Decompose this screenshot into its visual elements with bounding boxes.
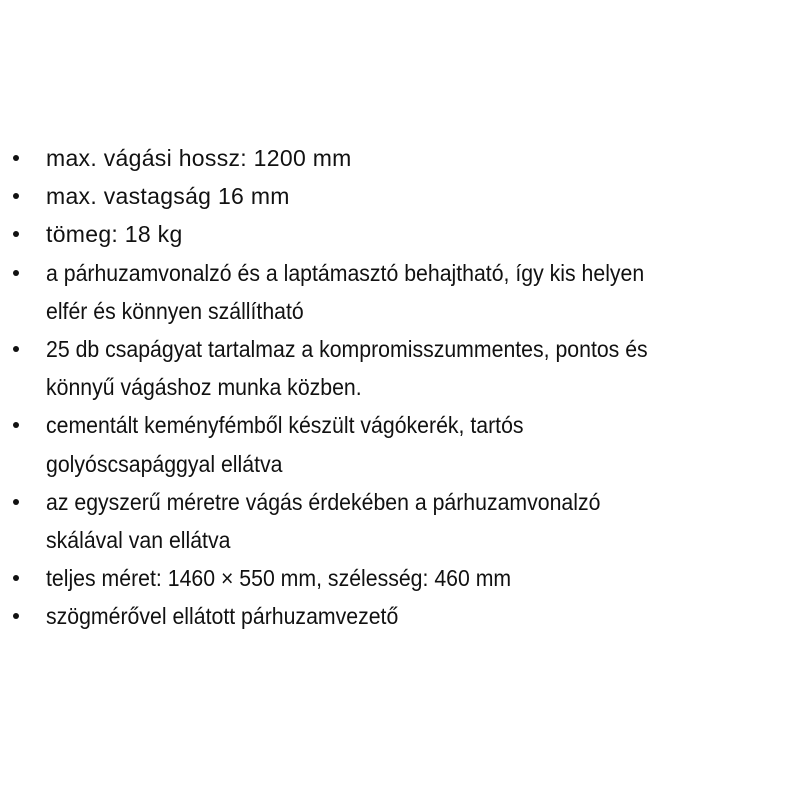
list-item-line: tömeg: 18 kg (46, 221, 183, 248)
bullet-dot-icon (13, 575, 19, 581)
list-item (0, 177, 800, 215)
list-item (0, 254, 800, 330)
list-item (0, 215, 800, 253)
list-item (0, 483, 800, 559)
list-item-text (46, 406, 524, 482)
bullet-dot-icon (13, 193, 19, 199)
list-item-line: max. vágási hossz: 1200 mm (46, 145, 352, 171)
list-item-text (46, 483, 600, 559)
bullet-dot-icon (13, 346, 19, 352)
list-item-text (46, 177, 290, 215)
bullet-dot-icon (13, 422, 19, 428)
list-item (0, 139, 800, 177)
list-item-line: szögmérővel ellátott párhuzamvezető (46, 603, 399, 630)
list-item-text (46, 139, 352, 177)
spec-list (0, 139, 800, 636)
list-item (0, 406, 800, 482)
list-item-text (46, 597, 398, 635)
list-item-text (46, 330, 648, 406)
list-item-line: elfér és könnyen szállítható (46, 297, 304, 324)
list-item-line: könnyű vágáshoz munka közben. (46, 374, 362, 401)
list-item (0, 559, 800, 597)
bullet-dot-icon (13, 155, 19, 161)
list-item-line: 25 db csapágyat tartalmaz a kompromisszummentes, pontos és (46, 336, 648, 363)
bullet-dot-icon (13, 499, 19, 505)
list-item-line: a párhuzamvonalzó és a laptámasztó behajtható, így kis helyen (46, 259, 645, 286)
list-item (0, 597, 800, 635)
bullet-dot-icon (13, 231, 19, 237)
list-item-line: max. vastagság 16 mm (46, 183, 290, 210)
list-item-line: skálával van ellátva (46, 527, 231, 554)
list-item-text (46, 254, 644, 330)
bullet-dot-icon (13, 613, 19, 619)
list-item-line: az egyszerű méretre vágás érdekében a párhuzamvonalzó (46, 488, 601, 515)
list-item-text (46, 215, 183, 253)
list-item-line: teljes méret: 1460 × 550 mm, szélesség: 460 mm (46, 565, 512, 592)
list-item (0, 330, 800, 406)
list-item-line: cementált keményfémből készült vágókerék, tartós (46, 412, 524, 439)
list-item-text (46, 559, 511, 597)
bullet-dot-icon (13, 270, 19, 276)
list-item-line: golyóscsapággyal ellátva (46, 450, 283, 477)
